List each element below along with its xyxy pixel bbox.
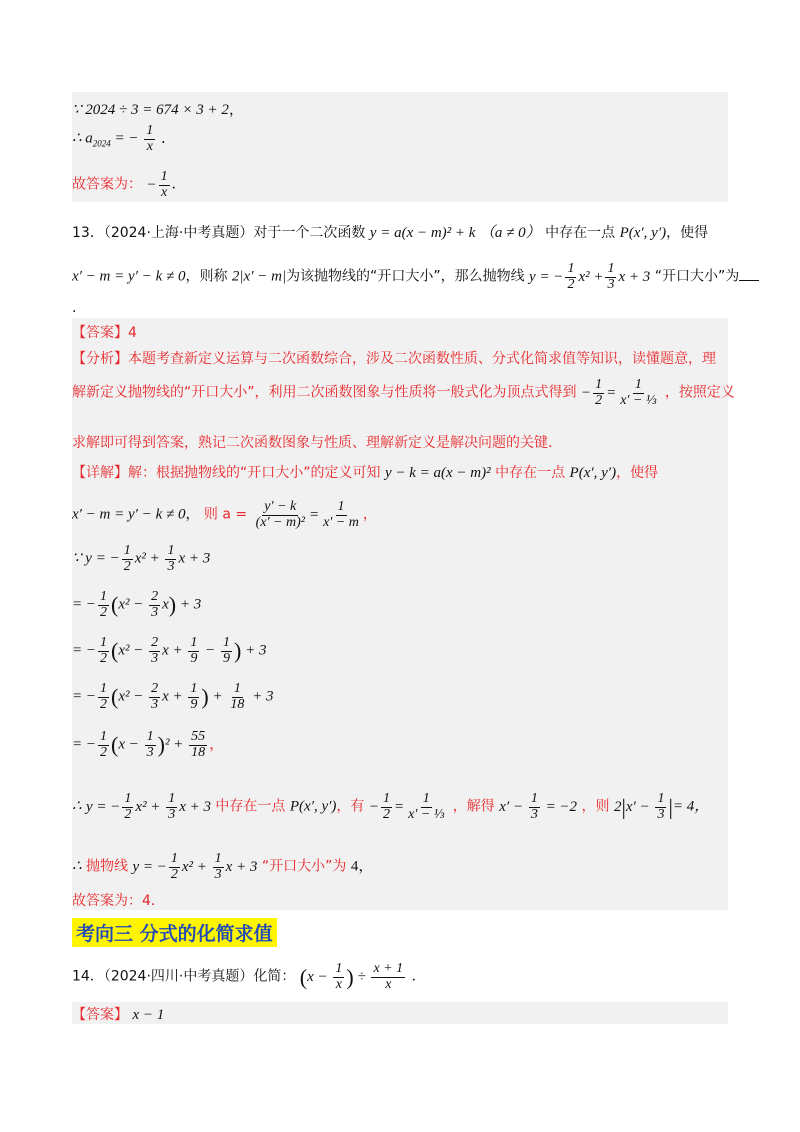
detail-line-2: x′ − m = y′ − k ≠ 0， 则 a = $\frac{y' - k}{\text{(x′ − m)²}}$ = $\frac{1}{x' - m}$ ， xyxy=(72,499,377,530)
q13-line-1: 13．（2024·上海·中考真题）对于一个二次函数 y = a(x − m)² + k （a ≠ 0） 中存在一点 P(x′, y′)，使得 xyxy=(72,225,709,241)
step-3: = − $\frac{1}{2}$ (x² − $\frac{2}{3}$ x + $\frac{1}{9}$ − $\frac{1}{9}$ ) + 3 xyxy=(72,635,267,666)
q14-answer: 【答案】 x − 1 xyxy=(72,1007,165,1023)
detail-line-1: 【详解】解：根据抛物线的“开口大小”的定义可知 y − k = a(x − m)² 中存在一点 P(x′, y′)，使得 xyxy=(72,465,659,481)
answer-13-label: 【答案】4 xyxy=(72,325,137,341)
conclusion-1: ∴ y = − $\frac{1}{2}$ x² + $\frac{1}{3}$ x + 3 中存在一点 P(x′, y′)，有 − $\frac{1}{2}$ = $\frac{1}{\text{x′ − ⅓}}$ ，解得 x′ − $\frac{1}{3}$ = −2 ，则 2|x′ − $\frac{1}{3}$ |= 4， xyxy=(72,791,710,822)
step-2: = − $\frac{1}{2}$ (x² − $\frac{2}{3}$ x) + 3 xyxy=(72,589,202,620)
analysis-line-2: 解新定义抛物线的“开口大小”，利用二次函数图象与性质将一般式化为顶点式得到 − $\frac{1}{2}$ = $\frac{1}{\text{x′ − ⅓}}$ ，按照定义 xyxy=(72,377,735,408)
step-1: ∵ y = − $\frac{1}{2}$ x² + $\frac{1}{3}$ x + 3 xyxy=(72,543,211,574)
section-heading: 考向三 分式的化简求值 xyxy=(72,918,277,947)
q14-line: 14．（2024·四川·中考真题）化简： (x − $\frac{1}{x}$ ) ÷ $\frac{x + 1}{x}$ ． xyxy=(72,961,426,992)
top-line-1: ∵ 2024 ÷ 3 = 674 × 3 + 2， xyxy=(72,100,244,118)
final-answer-13: 故答案为：4． xyxy=(72,893,165,909)
step-4: = − $\frac{1}{2}$ (x² − $\frac{2}{3}$ x + $\frac{1}{9}$ ) + $\frac{1}{18}$ + 3 xyxy=(72,681,274,712)
top-answer: 故答案为： − $\frac{1}{x}$ ． xyxy=(72,169,186,200)
q13-line-2: x′ − m = y′ − k ≠ 0，则称 2|x′ − m|为该抛物线的“开口大小”，那么抛物线 y = − $\frac{1}{2}$ x² + $\frac{1}{3}$ x + 3 “开口大小”为 xyxy=(72,262,759,292)
answer-box-14 xyxy=(72,1002,728,1024)
top-line-2: ∴ $a_{2024}$ = − $\frac{1}{x}$ ． xyxy=(72,123,177,154)
conclusion-2: ∴ 抛物线 y = − $\frac{1}{2}$ x² + $\frac{1}{3}$ x + 3 “开口大小”为 4， xyxy=(72,851,374,882)
analysis-line-1: 【分析】本题考查新定义运算与二次函数综合，涉及二次函数性质、分式化简求值等知识，读懂题意，理 xyxy=(72,351,716,367)
analysis-line-3: 求解即可得到答案，熟记二次函数图象与性质、理解新定义是解决问题的关键． xyxy=(72,435,562,451)
q13-dot: . xyxy=(72,300,77,316)
step-5: = − $\frac{1}{2}$ (x − $\frac{1}{3}$ )² + $\frac{55}{18}$ ， xyxy=(72,729,225,760)
